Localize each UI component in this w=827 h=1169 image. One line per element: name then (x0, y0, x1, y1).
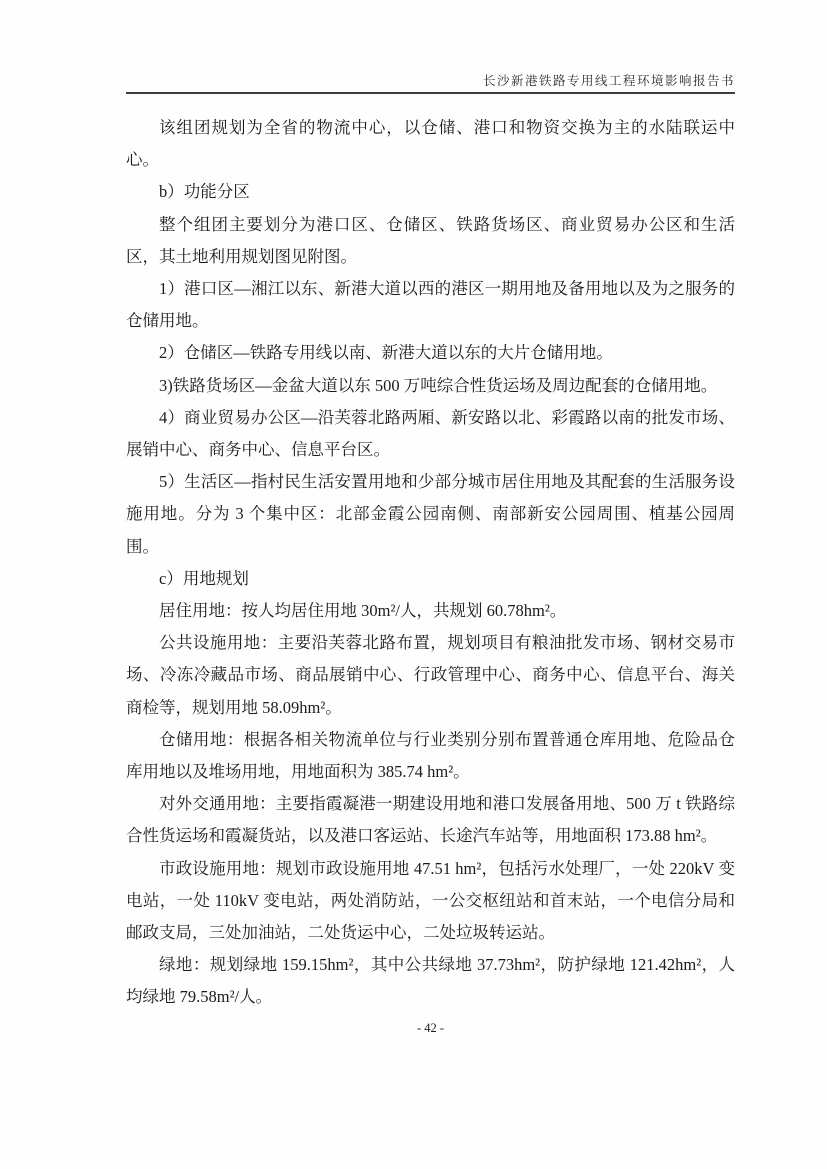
page-footer (126, 1021, 735, 1036)
paragraph-zone-3-freight: 3)铁路货场区—金盆大道以东 500 万吨综合性货运场及周边配套的仓储用地。 (159, 375, 718, 395)
paragraph-section-c: c）用地规划 (159, 568, 249, 588)
paragraph-zone-4-commerce: 4）商业贸易办公区—沿芙蓉北路两厢、新安路以北、彩霞路以南的批发市场、展销中心、商务中心、信息平台区。 (126, 407, 735, 460)
paragraph-warehouse-land: 仓储用地：根据各相关物流单位与行业类别分别布置普通仓库用地、危险品仓库用地以及堆场用地，用地面积为 385.74 hm²。 (126, 729, 735, 782)
paragraph-public-facility: 公共设施用地：主要沿芙蓉北路布置，规划项目有粮油批发市场、钢材交易市场、冷冻冷藏品市场、商品展销中心、行政管理中心、商务中心、信息平台、海关商检等，规划用地 58.09hm²。 (126, 633, 735, 717)
paragraph-zone-2-storage: 2）仓储区—铁路专用线以南、新港大道以东的大片仓储用地。 (159, 343, 613, 363)
paragraph-transport-land: 对外交通用地：主要指霞凝港一期建设用地和港口发展备用地、500 万 t 铁路综合性货运场和霞凝货站，以及港口客运站、长途汽车站等，用地面积 173.88 hm²。 (126, 794, 735, 846)
header-title: 长沙新港铁路专用线工程环境影响报告书 (482, 74, 735, 88)
paragraph-intro: 该组团规划为全省的物流中心，以仓储、港口和物资交换为主的水陆联运中心。 (126, 118, 735, 170)
paragraph-zones-overview: 整个组团主要划分为港口区、仓储区、铁路货场区、商业贸易办公区和生活区，其土地利用规划图见附图。 (126, 214, 735, 266)
paragraph-green-land: 绿地：规划绿地 159.15hm²，其中公共绿地 37.73hm²，防护绿地 121.42hm²，人均绿地 79.58m²/人。 (126, 955, 735, 1007)
paragraph-zone-1-port: 1）港口区—湘江以东、新港大道以西的港区一期用地及备用地以及为之服务的仓储用地。 (126, 279, 735, 331)
page-header (126, 0, 735, 94)
paragraph-zone-5-living: 5）生活区—指村民生活安置用地和少部分城市居住用地及其配套的生活服务设施用地。分为 3 个集中区：北部金霞公园南侧、南部新安公园周围、植基公园周围。 (126, 472, 735, 556)
paragraph-municipal-land: 市政设施用地：规划市政设施用地 47.51 hm²，包括污水处理厂，一处 220kV 变电站，一处 110kV 变电站，两处消防站，一公交枢纽站和首末站，一个电信分局和邮政支局，三处加油站，二处货运中心，二处垃圾转运站。 (126, 858, 735, 943)
paragraph-residential-land: 居住用地：按人均居住用地 30m²/人，共规划 60.78hm²。 (159, 601, 567, 621)
document-body (126, 112, 735, 1014)
page-content (126, 0, 735, 1036)
paragraph-section-b: b）功能分区 (159, 182, 250, 202)
page-number: - 42 - (416, 1020, 445, 1035)
